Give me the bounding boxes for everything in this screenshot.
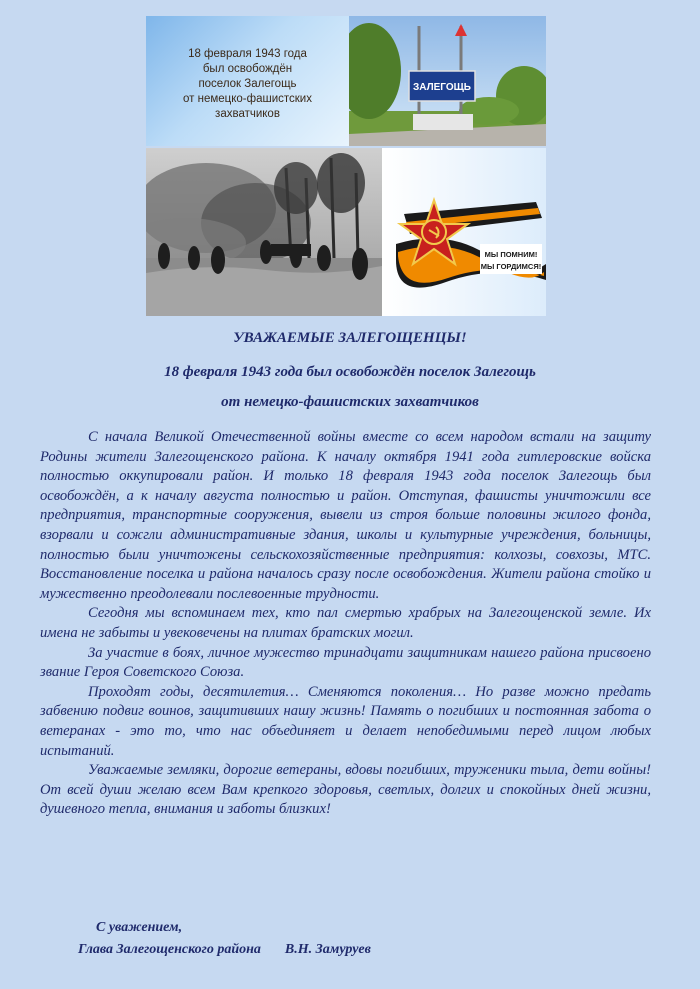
subheading-line-2: от немецко-фашистских захватчиков — [221, 394, 479, 410]
caption-line: 18 февраля 1943 года — [188, 47, 307, 60]
header-collage — [146, 16, 546, 316]
emblem-line: МЫ ГОРДИМСЯ! — [480, 262, 542, 271]
paragraph: За участие в боях, личное мужество тринадцати защитникам нашего района присвоено звание Героя Советского Союза. — [40, 644, 651, 681]
signature-name: В.Н. Замуруев — [284, 942, 371, 957]
sign-text: ЗАЛЕГОЩЬ — [413, 82, 471, 93]
caption-line: захватчиков — [215, 107, 280, 120]
town-sign-photo — [349, 16, 546, 146]
victory-emblem — [382, 148, 546, 316]
paragraph: Проходят годы, десятилетия… Сменяются поколения… Но разве можно предать забвению подвиг воинов, защитивших нашу жизнь! Память о погибших и постоянная забота о ветеранах - это то, что нас объединяет и делает непобедимыми перед лицом любых испытаний. — [40, 683, 651, 759]
letter-body — [40, 428, 651, 820]
signature-line — [78, 939, 371, 961]
paragraph: Уважаемые земляки, дорогие ветераны, вдовы погибших, труженики тыла, дети войны! От всей души желаю всем Вам крепкого здоровья, светлых, долгих и спокойных дней жизни, душевного тепла, внимания и заботы близких! — [40, 762, 651, 818]
signature-block — [78, 917, 371, 961]
caption-line: был освобождён — [202, 62, 293, 75]
war-photo — [146, 148, 382, 316]
paragraph: С начала Великой Отечественной войны вместе со всем народом встали на защиту Родины жители Залегощенского района. К началу октября 1941 года гитлеровские войска полностью оккупировали район. И только 18 февраля 1943 года поселок Залегощь был освобождён, а к началу августа полностью и район. Отступая, фашисты уничтожили все предприятия, транспортные сооружения, вывели из строя больше половины жилого фонда, взорвали и сожгли административные здания, школы и культурные учреждения, больницы, полностью были уничтожены сельскохозяйственные предприятия: колхозы, совхозы, МТС. Восстановление поселка и района началось сразу после освобождения. Жители района стойко и мужественно преодолевали послевоенные трудности. — [40, 429, 651, 602]
greeting-heading: УВАЖАЕМЫЕ ЗАЛЕГОЩЕНЦЫ! — [233, 330, 467, 346]
caption-line: от немецко-фашистских — [183, 92, 312, 105]
caption-panel — [146, 16, 349, 146]
signature-position: Глава Залегощенского района — [78, 942, 261, 957]
caption-text — [177, 47, 318, 122]
subheading-line-1: 18 февраля 1943 года был освобождён поселок Залегощь — [164, 364, 536, 380]
caption-line: поселок Залегощь — [198, 77, 297, 90]
signature-closing: С уважением, — [96, 920, 183, 935]
emblem-line: МЫ ПОМНИМ! — [484, 250, 538, 259]
paragraph: Сегодня мы вспоминаем тех, кто пал смертью храбрых на Залегощенской земле. Их имена не забыты и увековечены на плитах братских могил. — [40, 605, 651, 641]
